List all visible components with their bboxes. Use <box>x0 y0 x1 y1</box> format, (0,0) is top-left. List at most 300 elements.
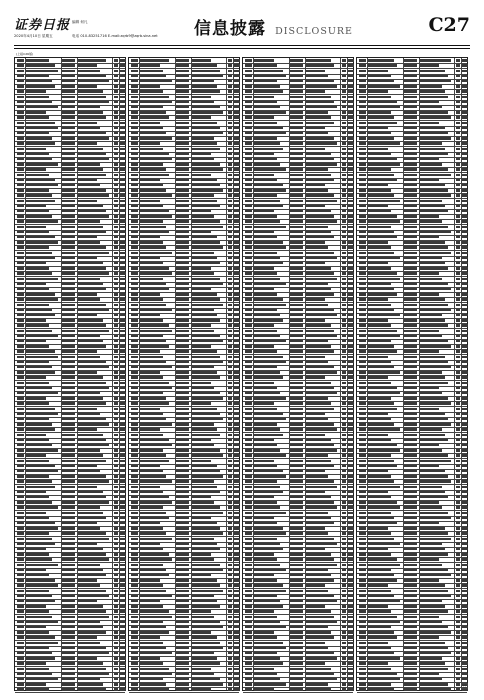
table-cell <box>462 678 468 680</box>
table-cell <box>306 460 332 462</box>
table-cell <box>114 345 118 347</box>
table-cell <box>404 657 417 659</box>
table-cell <box>462 444 468 446</box>
table-cell <box>192 371 218 373</box>
table-cell <box>26 584 58 586</box>
table-cell <box>348 158 354 160</box>
table-cell <box>359 345 366 347</box>
table-cell <box>306 158 335 160</box>
table-cell <box>17 132 24 134</box>
table-cell <box>359 449 366 451</box>
table-cell <box>234 387 240 389</box>
table-cell <box>26 382 49 384</box>
table-cell <box>404 621 417 623</box>
table-cell <box>462 517 468 519</box>
table-cell <box>26 350 55 352</box>
table-cell <box>245 527 252 529</box>
table-cell <box>254 96 274 98</box>
table-cell <box>234 324 240 326</box>
table-cell <box>404 569 417 571</box>
table-cell <box>290 605 303 607</box>
table-cell <box>131 304 138 306</box>
table-cell <box>254 101 277 103</box>
table-cell <box>359 75 366 77</box>
table-cell <box>342 200 346 202</box>
table-cell <box>26 335 58 337</box>
table-cell <box>420 512 449 514</box>
table-cell <box>456 200 460 202</box>
table-cell <box>290 314 303 316</box>
table-cell <box>245 350 252 352</box>
table-cell <box>228 96 232 98</box>
table-cell <box>342 241 346 243</box>
table-cell <box>234 127 240 129</box>
table-cell <box>140 215 172 217</box>
table-cell <box>462 158 468 160</box>
table-cell <box>131 532 138 534</box>
table-cell <box>26 366 52 368</box>
table-cell <box>176 356 189 358</box>
table-cell <box>114 168 118 170</box>
table-cell <box>62 506 75 508</box>
table-cell <box>131 330 138 332</box>
table-cell <box>254 600 280 602</box>
table-cell <box>359 262 366 264</box>
table-cell <box>420 205 446 207</box>
table-cell <box>420 366 452 368</box>
table-cell <box>359 314 366 316</box>
table-cell <box>254 288 274 290</box>
table-cell <box>78 392 101 394</box>
table-cell <box>342 340 346 342</box>
table-cell <box>234 304 240 306</box>
table-cell <box>234 205 240 207</box>
table-cell <box>78 662 104 664</box>
table-cell <box>290 631 303 633</box>
table-cell <box>26 361 49 363</box>
table-cell <box>254 226 286 228</box>
table-cell <box>228 532 232 534</box>
table-cell <box>131 122 138 124</box>
table-cell <box>456 80 460 82</box>
table-cell <box>192 506 221 508</box>
table-cell <box>26 579 55 581</box>
table-cell <box>462 647 468 649</box>
table-cell <box>306 257 338 259</box>
table-cell <box>140 574 169 576</box>
table-cell <box>131 610 138 612</box>
table-cell <box>245 465 252 467</box>
table-cell <box>78 470 101 472</box>
table-cell <box>456 584 460 586</box>
table-cell <box>254 106 280 108</box>
table-cell <box>17 408 24 410</box>
table-cell <box>368 252 394 254</box>
table-cell <box>78 345 107 347</box>
table-cell <box>359 96 366 98</box>
table-cell <box>26 475 49 477</box>
table-cell <box>17 106 24 108</box>
table-cell <box>114 158 118 160</box>
table-cell <box>306 111 329 113</box>
table-cell <box>131 142 138 144</box>
table-cell <box>192 361 224 363</box>
table-cell <box>359 350 366 352</box>
table-column-2 <box>128 57 240 691</box>
table-cell <box>306 522 335 524</box>
table-cell <box>245 205 252 207</box>
table-cell <box>290 304 303 306</box>
table-cell <box>26 262 46 264</box>
table-cell <box>348 636 354 638</box>
table-cell <box>26 252 52 254</box>
table-cell <box>62 278 75 280</box>
table-cell <box>254 616 277 618</box>
table-cell <box>131 657 138 659</box>
table-cell <box>26 127 58 129</box>
table-cell <box>342 189 346 191</box>
table-cell <box>228 335 232 337</box>
table-cell <box>404 522 417 524</box>
table-cell <box>234 111 240 113</box>
table-cell <box>114 163 118 165</box>
table-cell <box>420 350 440 352</box>
table-cell <box>114 205 118 207</box>
table-cell <box>368 278 400 280</box>
table-cell <box>456 184 460 186</box>
table-cell <box>120 288 126 290</box>
table-cell <box>26 522 55 524</box>
table-cell <box>26 293 55 295</box>
table-cell <box>290 408 303 410</box>
table-cell <box>368 366 394 368</box>
table-cell <box>120 215 126 217</box>
table-cell <box>120 553 126 555</box>
table-cell <box>228 278 232 280</box>
table-cell <box>131 668 138 670</box>
table-cell <box>192 688 212 690</box>
table-cell <box>420 449 443 451</box>
table-cell <box>176 168 189 170</box>
table-cell <box>462 475 468 477</box>
table-cell <box>348 683 354 685</box>
table-cell <box>254 486 280 488</box>
table-cell <box>26 506 58 508</box>
table-cell <box>254 382 274 384</box>
table-cell <box>359 137 366 139</box>
table-cell <box>368 683 391 685</box>
table-cell <box>462 553 468 555</box>
table-cell <box>254 127 283 129</box>
table-cell <box>131 491 138 493</box>
table-cell <box>176 444 189 446</box>
table-cell <box>368 382 391 384</box>
table-cell <box>342 272 346 274</box>
table-cell <box>228 210 232 212</box>
table-cell <box>290 569 303 571</box>
table-cell <box>462 465 468 467</box>
table-cell <box>140 652 172 654</box>
table-cell <box>254 142 280 144</box>
table-cell <box>114 616 118 618</box>
table-cell <box>26 283 46 285</box>
table-cell <box>120 148 126 150</box>
table-cell <box>404 241 417 243</box>
table-cell <box>306 574 332 576</box>
table-cell <box>254 538 277 540</box>
table-cell <box>368 610 391 612</box>
table-cell <box>176 553 189 555</box>
table-cell <box>78 205 104 207</box>
table-cell <box>404 668 417 670</box>
table-cell <box>26 397 46 399</box>
table-cell <box>176 220 189 222</box>
table-cell <box>462 75 468 77</box>
table-cell <box>348 371 354 373</box>
table-cell <box>176 683 189 685</box>
table-cell <box>306 132 329 134</box>
table-cell <box>131 345 138 347</box>
table-cell <box>228 673 232 675</box>
table-cell <box>245 501 252 503</box>
table-cell <box>131 574 138 576</box>
table-cell <box>342 366 346 368</box>
table-cell <box>131 564 138 566</box>
table-cell <box>62 605 75 607</box>
table-cell <box>62 480 75 482</box>
table-cell <box>192 595 215 597</box>
table-cell <box>192 657 218 659</box>
table-cell <box>78 215 110 217</box>
table-cell <box>348 267 354 269</box>
table-cell <box>228 293 232 295</box>
table-cell <box>245 413 252 415</box>
table-cell <box>176 558 189 560</box>
table-cell <box>234 460 240 462</box>
table-cell <box>456 189 460 191</box>
table-cell <box>306 382 332 384</box>
table-cell <box>462 657 468 659</box>
table-cell <box>140 70 163 72</box>
table-cell <box>306 252 335 254</box>
table-cell <box>17 527 24 529</box>
table-cell <box>348 449 354 451</box>
table-cell <box>404 371 417 373</box>
table-cell <box>404 553 417 555</box>
table-cell <box>462 532 468 534</box>
table-cell <box>348 678 354 680</box>
table-cell <box>404 605 417 607</box>
table-cell <box>78 532 107 534</box>
table-cell <box>348 200 354 202</box>
table-cell <box>131 116 138 118</box>
table-cell <box>140 335 163 337</box>
table-cell <box>234 626 240 628</box>
table-cell <box>245 283 252 285</box>
table-cell <box>120 626 126 628</box>
table-cell <box>234 319 240 321</box>
table-cell <box>420 220 443 222</box>
table-cell <box>114 470 118 472</box>
table-cell <box>62 288 75 290</box>
table-cell <box>114 252 118 254</box>
table-cell <box>120 569 126 571</box>
table-cell <box>254 444 277 446</box>
table-cell <box>17 501 24 503</box>
table-cell <box>140 361 166 363</box>
table-cell <box>120 158 126 160</box>
table-cell <box>131 439 138 441</box>
table-cell <box>17 226 24 228</box>
table-cell <box>114 668 118 670</box>
table-cell <box>26 517 49 519</box>
table-cell <box>62 423 75 425</box>
table-cell <box>234 423 240 425</box>
table-cell <box>342 226 346 228</box>
table-cell <box>456 272 460 274</box>
table-cell <box>176 465 189 467</box>
table-cell <box>290 272 303 274</box>
table-cell <box>456 163 460 165</box>
table-cell <box>348 444 354 446</box>
table-cell <box>120 314 126 316</box>
table-cell <box>254 673 277 675</box>
table-cell <box>114 85 118 87</box>
table-cell <box>78 590 107 592</box>
table-cell <box>114 319 118 321</box>
table-cell <box>228 454 232 456</box>
table-cell <box>420 486 443 488</box>
table-cell <box>404 595 417 597</box>
table-cell <box>26 210 49 212</box>
table-cell <box>228 220 232 222</box>
table-cell <box>131 454 138 456</box>
table-cell <box>17 241 24 243</box>
table-cell <box>290 340 303 342</box>
table-cell <box>359 486 366 488</box>
table-cell <box>26 64 55 66</box>
table-cell <box>456 283 460 285</box>
table-cell <box>359 434 366 436</box>
table-cell <box>17 564 24 566</box>
table-cell <box>17 439 24 441</box>
table-cell <box>462 101 468 103</box>
table-cell <box>176 605 189 607</box>
table-cell <box>62 210 75 212</box>
table-cell <box>290 132 303 134</box>
table-cell <box>368 636 397 638</box>
table-cell <box>192 600 218 602</box>
table-cell <box>62 475 75 477</box>
table-cell <box>245 267 252 269</box>
table-cell <box>120 470 126 472</box>
table-cell <box>456 215 460 217</box>
table-cell <box>342 491 346 493</box>
table-cell <box>456 70 460 72</box>
table-cell <box>140 371 160 373</box>
table-cell <box>348 174 354 176</box>
table-cell <box>192 642 221 644</box>
table-cell <box>456 210 460 212</box>
table-cell <box>131 475 138 477</box>
table-cell <box>17 668 24 670</box>
table-cell <box>368 584 388 586</box>
table-cell <box>26 205 46 207</box>
table-cell <box>140 657 160 659</box>
table-cell <box>228 486 232 488</box>
table-cell <box>192 501 215 503</box>
table-cell <box>420 590 449 592</box>
table-cell <box>420 501 440 503</box>
table-cell <box>254 194 277 196</box>
table-cell <box>456 397 460 399</box>
table-cell <box>192 272 215 274</box>
table-row <box>129 687 239 693</box>
table-cell <box>234 236 240 238</box>
table-cell <box>140 605 163 607</box>
table-cell <box>176 418 189 420</box>
table-cell <box>176 272 189 274</box>
table-cell <box>120 168 126 170</box>
table-cell <box>114 423 118 425</box>
table-cell <box>114 293 118 295</box>
table-cell <box>140 340 166 342</box>
table-cell <box>245 80 252 82</box>
table-cell <box>192 402 212 404</box>
table-cell <box>348 434 354 436</box>
table-cell <box>420 610 449 612</box>
table-cell <box>359 90 366 92</box>
table-cell <box>114 413 118 415</box>
table-cell <box>348 59 354 61</box>
table-cell <box>140 142 160 144</box>
table-cell <box>192 122 218 124</box>
table-cell <box>462 309 468 311</box>
table-cell <box>176 688 189 690</box>
table-cell <box>245 288 252 290</box>
table-cell <box>120 480 126 482</box>
table-cell <box>131 652 138 654</box>
table-cell <box>456 158 460 160</box>
table-cell <box>17 532 24 534</box>
table-cell <box>359 335 366 337</box>
table-cell <box>176 423 189 425</box>
table-cell <box>131 397 138 399</box>
table-cell <box>78 366 110 368</box>
table-cell <box>306 241 326 243</box>
table-cell <box>62 111 75 113</box>
table-cell <box>140 532 166 534</box>
table-cell <box>120 423 126 425</box>
table-cell <box>120 127 126 129</box>
table-cell <box>140 678 163 680</box>
table-cell <box>420 683 449 685</box>
table-cell <box>17 168 24 170</box>
table-cell <box>114 631 118 633</box>
table-cell <box>290 220 303 222</box>
table-cell <box>462 304 468 306</box>
table-cell <box>176 397 189 399</box>
table-cell <box>456 382 460 384</box>
table-cell <box>245 293 252 295</box>
table-cell <box>245 662 252 664</box>
table-cell <box>420 111 449 113</box>
table-cell <box>26 553 49 555</box>
table-cell <box>290 678 303 680</box>
table-cell <box>404 142 417 144</box>
table-cell <box>404 574 417 576</box>
table-cell <box>359 423 366 425</box>
